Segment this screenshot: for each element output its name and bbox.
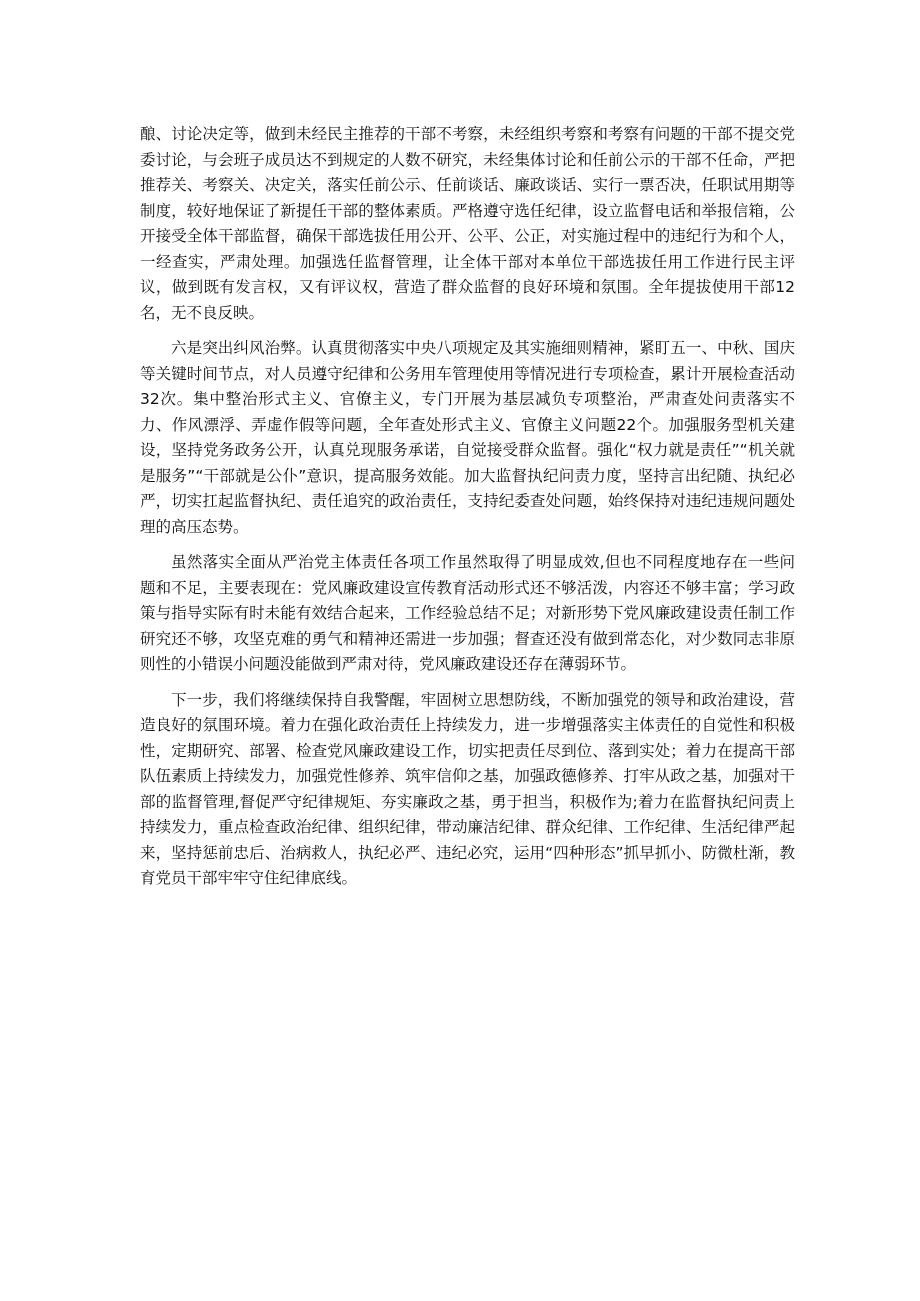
paragraph-problems-shortcomings: 虽然落实全面从严治党主体责任各项工作虽然取得了明显成效,但也不同程度地存在一些问题和不足，主要表现在：党风廉政建设宣传教育活动形式还不够活泼，内容还不够丰富；学习政策与指导实际有时未能有效结合起来，工作经验总结不足；对新形势下党风廉政建设责任制工作研究还不够，攻坚克难的勇气和精神还需进一步加强；督查还没有做到常态化，对少数同志非原则性的小错误小问题没能做到严肃对待，党风廉政建设还存在薄弱环节。 (140, 553, 795, 673)
document-page (140, 122, 795, 902)
paragraph-conduct-rectification: 六是突出纠风治弊。认真贯彻落实中央八项规定及其实施细则精神，紧盯五一、中秋、国庆等关键时间节点，对人员遵守纪律和公务用车管理使用等情况进行专项检查，累计开展检查活动32次。集中整治形式主义、官僚主义，专门开展为基层减负专项整治，严肃查处问责落实不力、作风漂浮、弄虚作假等问题，全年查处形式主义、官僚主义问题22个。加强服务型机关建设，坚持党务政务公开，认真兑现服务承诺，自觉接受群众监督。强化“权力就是责任”“机关就是服务”“干部就是公仆”意识，提高服务效能。加大监督执纪问责力度，坚持言出纪随、执纪必严，切实扛起监督执纪、责任追究的政治责任，支持纪委查处问题，始终保持对违纪违规问题处理的高压态势。 (140, 339, 795, 536)
paragraph-cadre-selection: 酿、讨论决定等，做到未经民主推荐的干部不考察，未经组织考察和考察有问题的干部不提交党委讨论，与会班子成员达不到规定的人数不研究，未经集体讨论和任前公示的干部不任命，严把推荐关、考察关、决定关，落实任前公示、任前谈话、廉政谈话、实行一票否决，任职试用期等制度，较好地保证了新提任干部的整体素质。严格遵守选任纪律，设立监督电话和举报信箱，公开接受全体干部监督，确保干部选拔任用公开、公平、公正，对实施过程中的违纪行为和个人，一经查实，严肃处理。加强选任监督管理，让全体干部对本单位干部选拔任用工作进行民主评议，做到既有发言权，又有评议权，营造了群众监督的良好环境和氛围。全年提拔使用干部12名，无不良反映。 (140, 125, 795, 322)
paragraph-next-steps: 下一步，我们将继续保持自我警醒，牢固树立思想防线，不断加强党的领导和政治建设，营造良好的氛围环境。着力在强化政治责任上持续发力，进一步增强落实主体责任的自觉性和积极性，定期研究、部署、检查党风廉政建设工作，切实把责任尽到位、落到实处；着力在提高干部队伍素质上持续发力，加强党性修养、筑牢信仰之基，加强政德修养、打牢从政之基，加强对干部的监督管理,督促严守纪律规矩、夯实廉政之基，勇于担当，积极作为;着力在监督执纪问责上持续发力，重点检查政治纪律、组织纪律，带动廉洁纪律、群众纪律、工作纪律、生活纪律严起来，坚持惩前忠后、治病救人，执纪必严、违纪必究，运用“四种形态”抓早抓小、防微杜渐，教育党员干部牢牢守住纪律底线。 (140, 690, 795, 887)
